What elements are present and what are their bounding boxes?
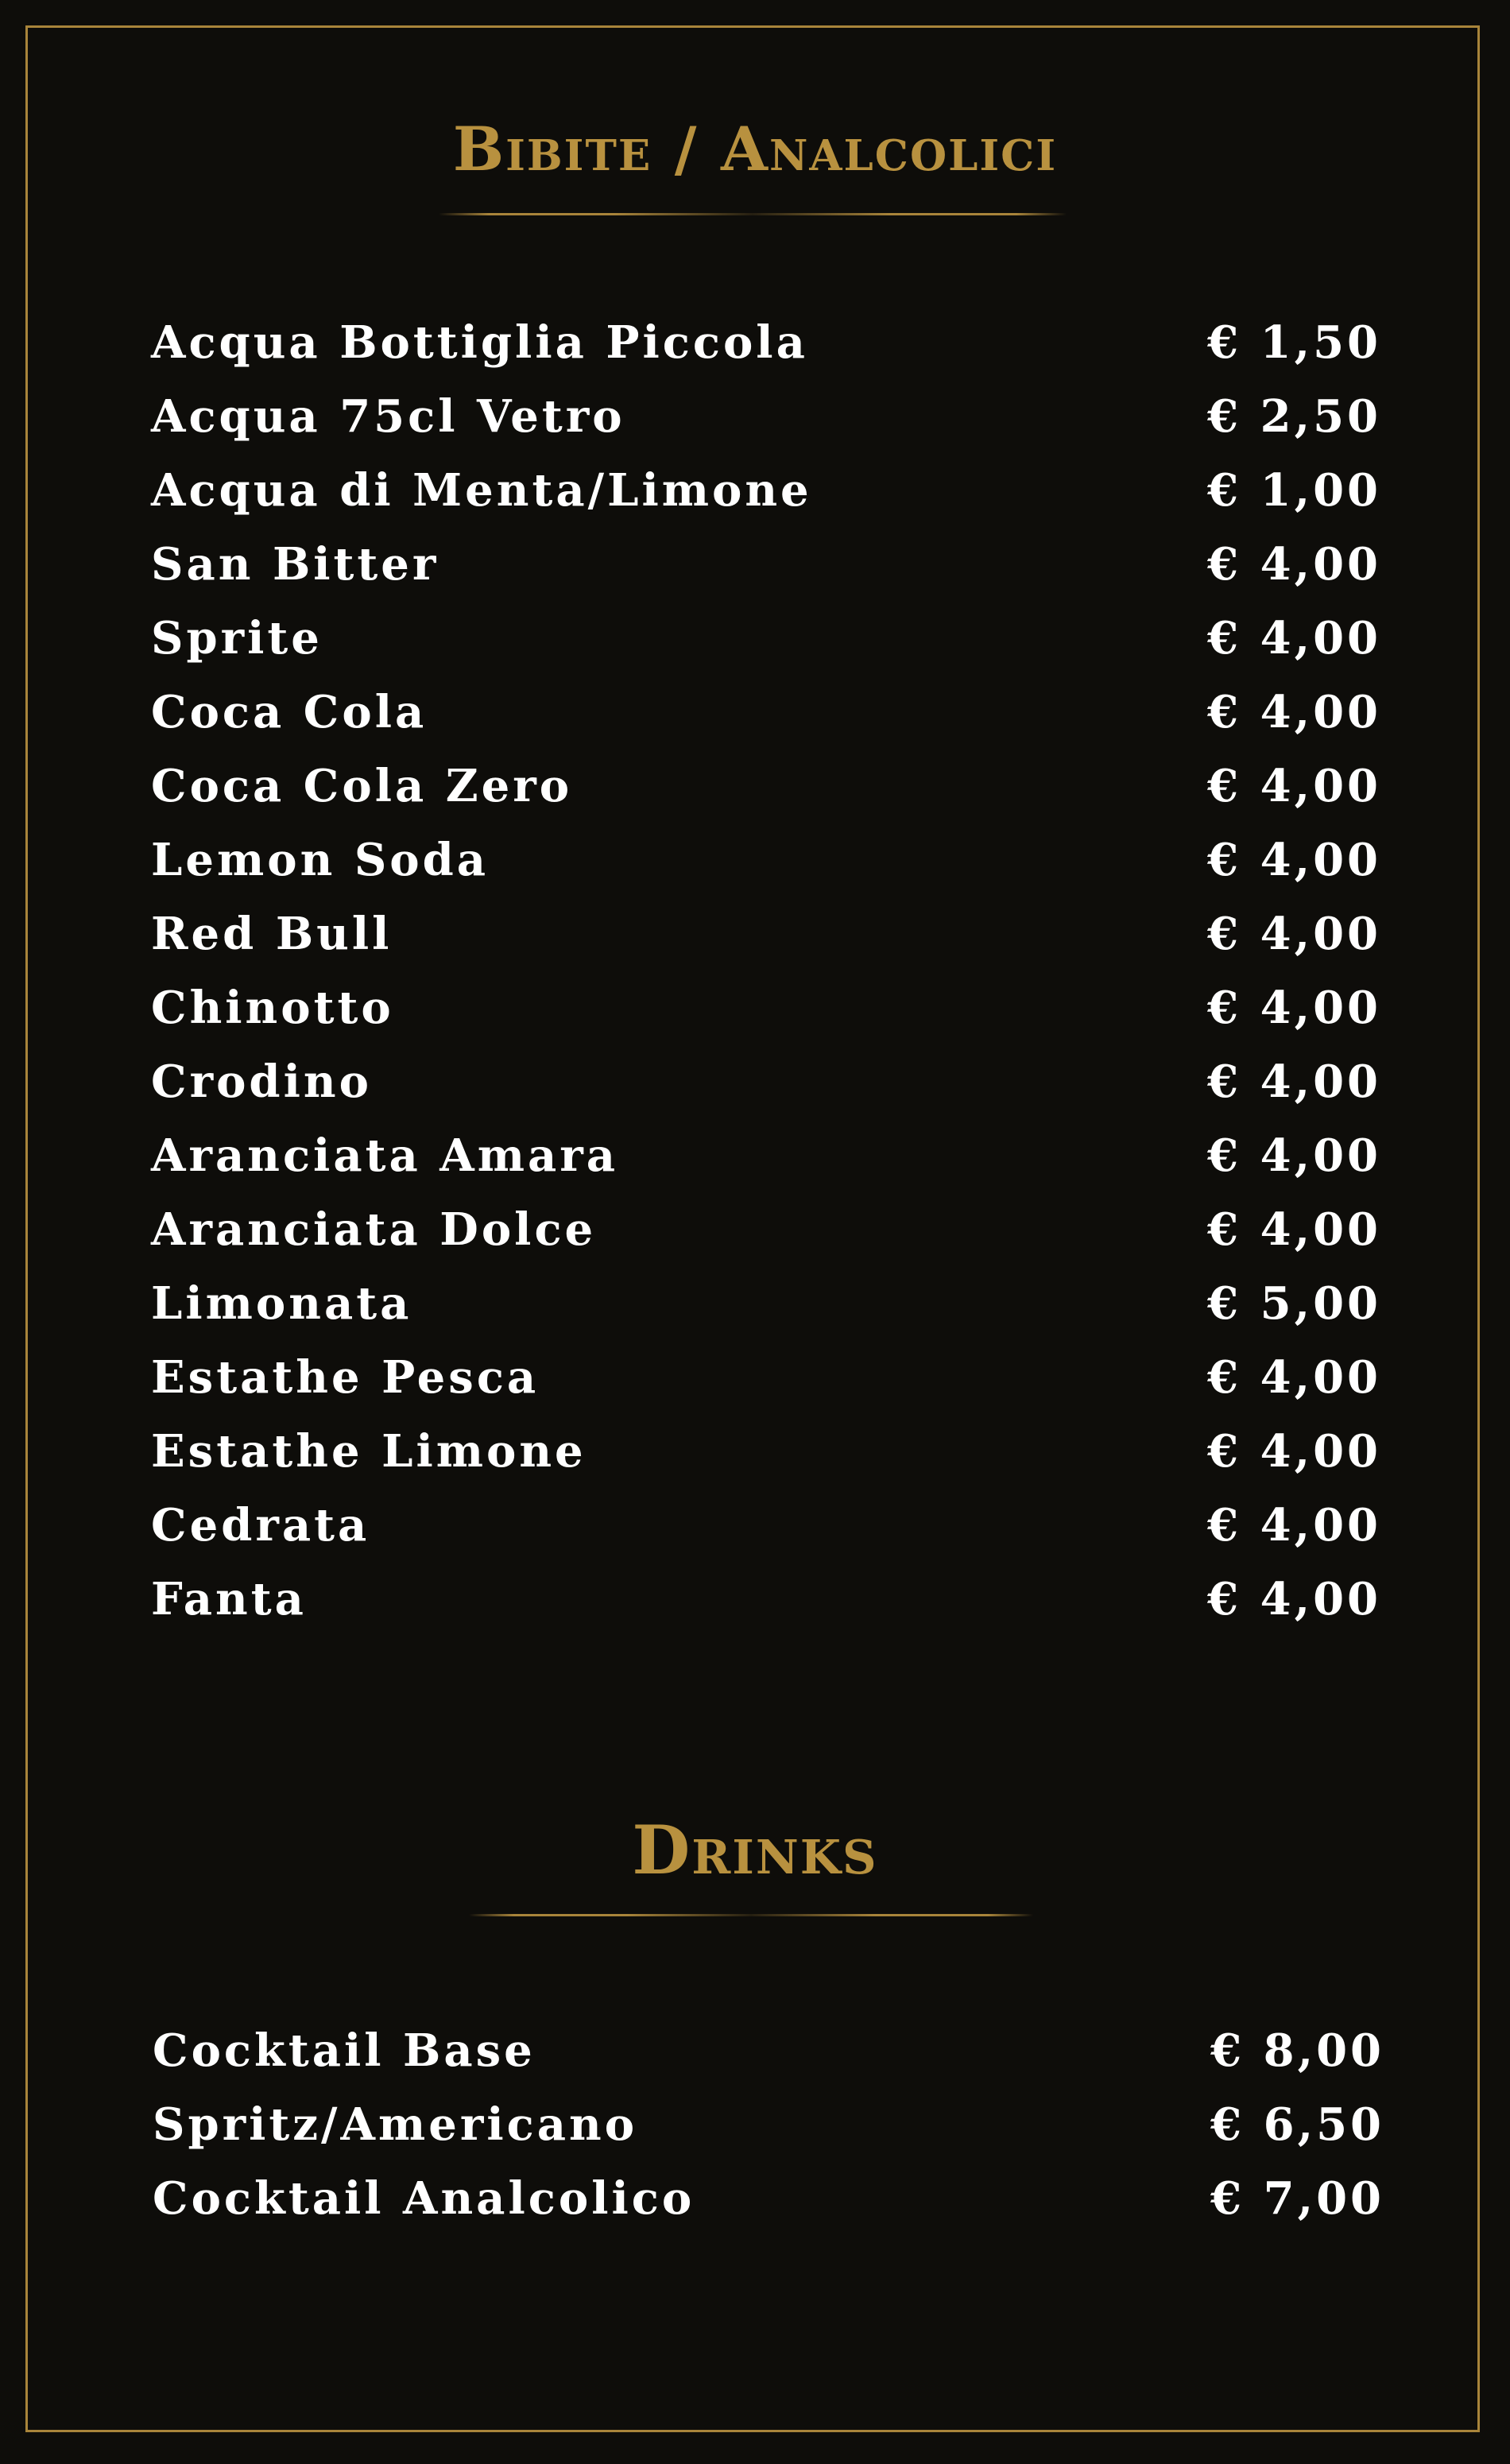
- item-name: Estathe Limone: [151, 1425, 587, 1478]
- item-name: Spritz/Americano: [153, 2098, 638, 2151]
- item-price: € 1,00: [1207, 464, 1381, 517]
- item-price: € 4,00: [1207, 538, 1381, 591]
- list-item: [151, 686, 1381, 760]
- item-name: Lemon Soda: [151, 834, 490, 886]
- item-name: Crodino: [151, 1056, 372, 1108]
- list-item: [153, 2098, 1384, 2172]
- section-drinks: [0, 1811, 1510, 1889]
- item-name: Aranciata Amara: [151, 1129, 619, 1182]
- list-item: [151, 1499, 1381, 1573]
- item-price: € 4,00: [1207, 1056, 1381, 1108]
- item-price: € 8,00: [1210, 2024, 1384, 2077]
- list-item: [151, 1573, 1381, 1647]
- title-underline: [439, 213, 1067, 215]
- item-price: € 6,50: [1210, 2098, 1384, 2151]
- section-bibite: [0, 114, 1510, 184]
- item-price: € 4,00: [1207, 760, 1381, 812]
- bibite-item-list: [151, 316, 1381, 1647]
- item-price: € 4,00: [1207, 908, 1381, 960]
- item-price: € 4,00: [1207, 1351, 1381, 1404]
- item-name: Aranciata Dolce: [151, 1203, 597, 1256]
- list-item: [151, 1425, 1381, 1499]
- drinks-item-list: [153, 2024, 1384, 2246]
- list-item: [153, 2024, 1384, 2098]
- item-name: Coca Cola Zero: [151, 760, 573, 812]
- list-item: [151, 982, 1381, 1056]
- list-item: [151, 1351, 1381, 1425]
- item-name: San Bitter: [151, 538, 439, 591]
- item-name: Estathe Pesca: [151, 1351, 540, 1404]
- item-name: Cocktail Analcolico: [153, 2172, 695, 2225]
- list-item: [151, 538, 1381, 612]
- list-item: [151, 1277, 1381, 1351]
- item-price: € 7,00: [1210, 2172, 1384, 2225]
- item-name: Red Bull: [151, 908, 393, 960]
- item-price: € 4,00: [1207, 686, 1381, 738]
- list-item: [151, 1056, 1381, 1129]
- list-item: [151, 1129, 1381, 1203]
- item-name: Cocktail Base: [153, 2024, 536, 2077]
- item-price: € 4,00: [1207, 1129, 1381, 1182]
- item-price: € 4,00: [1207, 1499, 1381, 1552]
- title-underline: [469, 1914, 1033, 1916]
- item-name: Coca Cola: [151, 686, 428, 738]
- item-price: € 4,00: [1207, 612, 1381, 664]
- item-price: € 5,00: [1207, 1277, 1381, 1330]
- item-price: € 4,00: [1207, 982, 1381, 1034]
- item-price: € 1,50: [1207, 316, 1381, 369]
- section-title: Drinks: [632, 1811, 878, 1889]
- item-name: Acqua 75cl Vetro: [151, 390, 625, 443]
- item-name: Cedrata: [151, 1499, 370, 1552]
- item-name: Acqua di Menta/Limone: [151, 464, 812, 517]
- list-item: [151, 760, 1381, 834]
- item-price: € 4,00: [1207, 1203, 1381, 1256]
- list-item: [151, 316, 1381, 390]
- list-item: [153, 2172, 1384, 2246]
- list-item: [151, 908, 1381, 982]
- item-name: Sprite: [151, 612, 323, 664]
- section-title: Bibite / Analcolici: [452, 114, 1058, 184]
- item-name: Limonata: [151, 1277, 412, 1330]
- list-item: [151, 464, 1381, 538]
- item-price: € 4,00: [1207, 1573, 1381, 1625]
- item-name: Fanta: [151, 1573, 307, 1625]
- item-price: € 2,50: [1207, 390, 1381, 443]
- item-price: € 4,00: [1207, 834, 1381, 886]
- list-item: [151, 390, 1381, 464]
- list-item: [151, 1203, 1381, 1277]
- item-name: Acqua Bottiglia Piccola: [151, 316, 808, 369]
- list-item: [151, 834, 1381, 908]
- item-name: Chinotto: [151, 982, 394, 1034]
- list-item: [151, 612, 1381, 686]
- item-price: € 4,00: [1207, 1425, 1381, 1478]
